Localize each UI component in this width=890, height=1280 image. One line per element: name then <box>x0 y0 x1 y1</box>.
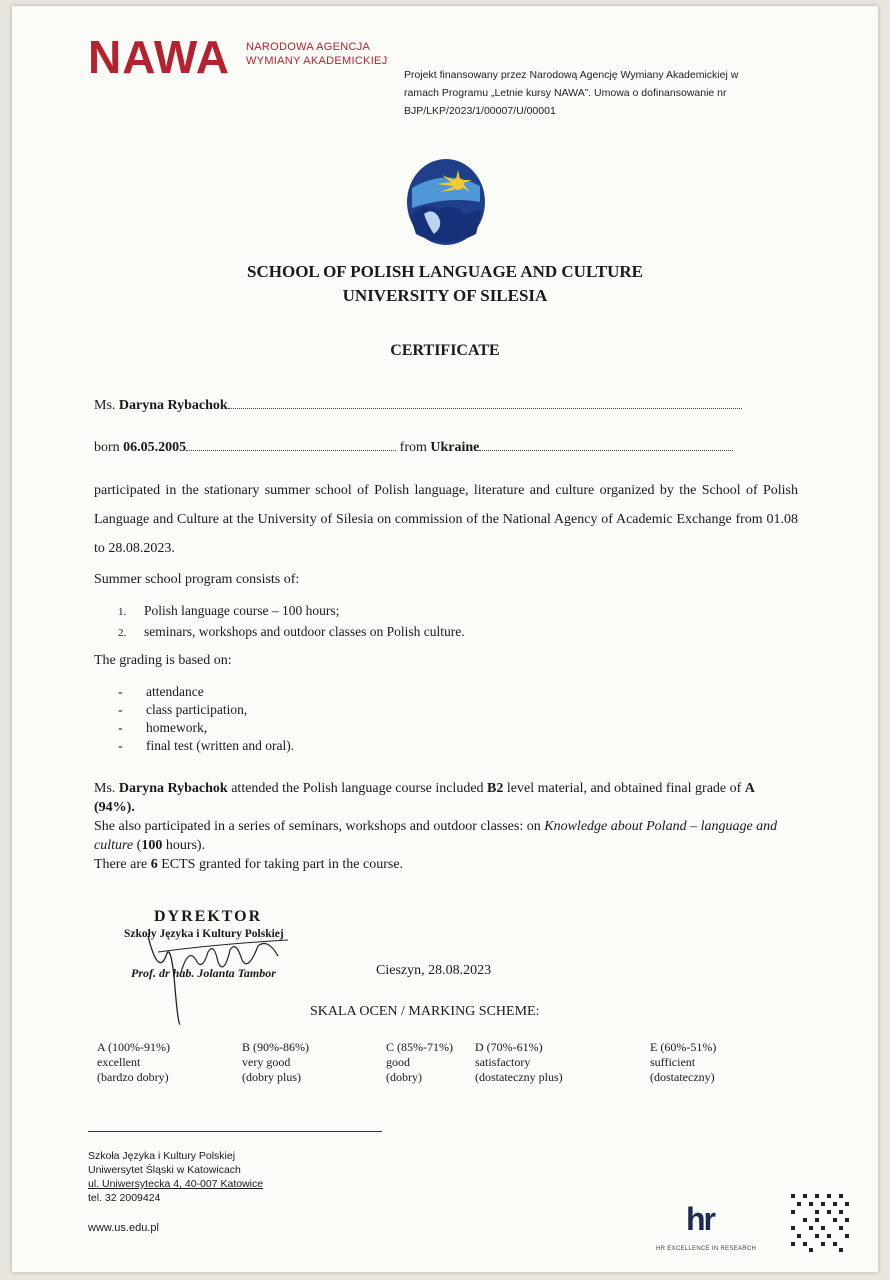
seminar-title: Knowledge about Poland – language and culture <box>94 819 778 853</box>
list-item: - class participation, <box>118 702 248 717</box>
grade-e: E (60%-51%) sufficient (dostateczny) <box>650 1040 717 1084</box>
dot-pattern-icon <box>789 1192 851 1254</box>
country: Ukraine <box>430 440 480 455</box>
list-item: - final test (written and oral). <box>118 738 295 753</box>
grading-intro: The grading is based on: <box>94 653 232 668</box>
list-item: 2. seminars, workshops and outdoor classes on Polish culture. <box>118 624 465 639</box>
grade-c: C (85%-71%) good (dobry) <box>386 1040 453 1084</box>
footer-divider <box>88 1131 382 1132</box>
recipient-name: Daryna Rybachok <box>118 398 228 413</box>
list-item: - attendance <box>118 684 204 699</box>
place-date: Cieszyn, 28.08.2023 <box>376 963 492 978</box>
ects-count: 6 <box>150 857 158 872</box>
nawa-subtitle: NARODOWA AGENCJA WYMIANY AKADEMICKIEJ <box>246 41 388 67</box>
birth-line: born 06.05.2005 from Ukraine <box>94 440 733 456</box>
list-item: 1. Polish language course – 100 hours; <box>118 603 340 618</box>
recipient-line: Ms. Daryna Rybachok <box>94 398 742 414</box>
university-title: UNIVERSITY OF SILESIA <box>342 286 548 305</box>
list-item: - homework, <box>118 720 208 735</box>
result-paragraph: Ms. Daryna Rybachok attended the Polish language course included B2 level material, and obtained final grade of A (94%). She also participated in a series of seminars, workshops and outdoor classes: on Knowledge about Poland – language and culture (100 hours). There are 6 ECTS granted for taking part in the course. <box>94 781 778 872</box>
program-list <box>118 601 465 643</box>
school-title: SCHOOL OF POLISH LANGUAGE AND CULTURE <box>247 262 643 281</box>
grade-a: A (100%-91%) excellent (bardzo dobry) <box>97 1040 170 1084</box>
footer-address: Szkoła Języka i Kultury Polskiej Uniwersytet Śląski w Katowicach ul. Uniwersytecka 4, 40-007 Katowice tel. 32 2009424 <box>88 1150 264 1204</box>
nawa-logo: NAWA <box>88 31 230 83</box>
footer-website[interactable]: www.us.edu.pl <box>88 1222 159 1234</box>
hr-excellence-logo: hr <box>686 1201 714 1237</box>
signature-title: DYREKTOR <box>154 908 263 925</box>
grade-d: D (70%-61%) satisfactory (dostateczny plus) <box>475 1040 563 1084</box>
university-emblem-icon <box>406 158 486 246</box>
funding-note: Projekt finansowany przez Narodową Agencję Wymiany Akademickiej w ramach Programu „Letnie kursy NAWA”. Umowa o dofinansowanie nr BJP/LKP/2023/1/00007/U/00001 <box>404 69 739 117</box>
grade-b: B (90%-86%) very good (dobry plus) <box>242 1040 309 1084</box>
program-intro: Summer school program consists of: <box>94 572 300 587</box>
final-grade-percent: (94%) <box>94 800 132 815</box>
marking-scheme-title: SKALA OCEN / MARKING SCHEME: <box>310 1004 540 1019</box>
certificate-title: CERTIFICATE <box>390 342 500 359</box>
birth-date: 06.05.2005 <box>123 440 187 455</box>
grading-list <box>118 683 294 755</box>
participation-paragraph: participated in the stationary summer school of Polish language, literature and culture organized by the School of Polish Language and Culture at the University of Silesia on commission of the National Agency of Academic Exchange from 01.08 to 28.08.2023. <box>94 483 798 556</box>
signature-institution: Szkoły Języka i Kultury Polskiej <box>124 928 284 940</box>
language-level: B2 <box>487 781 504 796</box>
final-grade: A <box>744 781 755 796</box>
hr-excellence-caption: HR EXCELLENCE IN RESEARCH <box>656 1246 757 1252</box>
signatory-name: Prof. dr hab. Jolanta Tambor <box>131 966 276 980</box>
